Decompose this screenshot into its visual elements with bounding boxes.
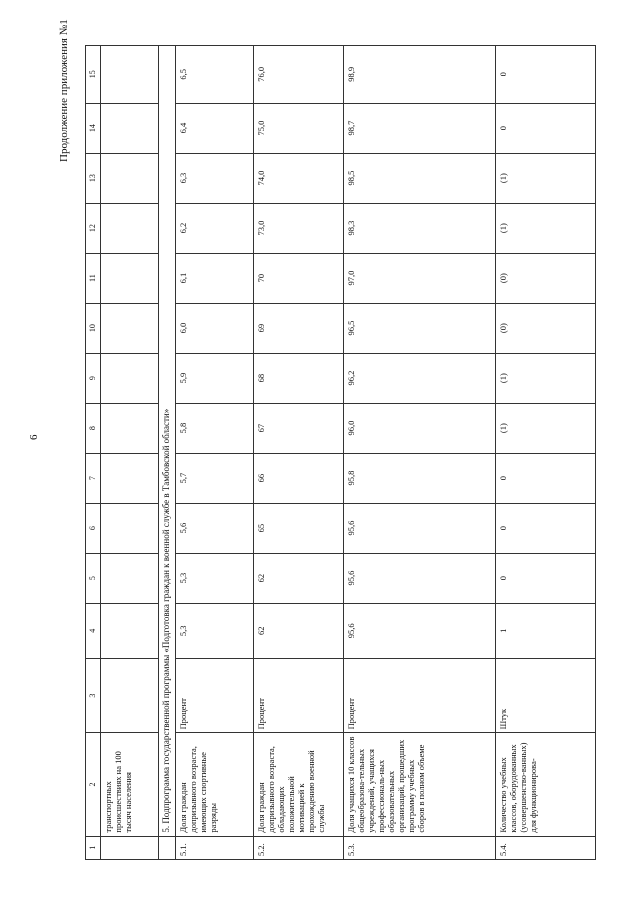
column-number: 3 — [86, 658, 101, 732]
value-cell: 5,9 — [176, 353, 254, 403]
value-cell: 0 — [496, 553, 596, 603]
value-cell: (0) — [496, 303, 596, 353]
value-cell: 0 — [496, 503, 596, 553]
value-cell: 5,7 — [176, 453, 254, 503]
column-number: 15 — [86, 46, 101, 104]
row-number: 5.1. — [176, 836, 254, 859]
value-cell — [101, 253, 159, 303]
value-cell: 69 — [254, 303, 344, 353]
value-cell: 5,6 — [176, 503, 254, 553]
value-cell: 5,3 — [176, 553, 254, 603]
value-cell: 6,1 — [176, 253, 254, 303]
value-cell — [101, 46, 159, 104]
column-number: 6 — [86, 503, 101, 553]
value-cell: 6,2 — [176, 203, 254, 253]
value-cell — [101, 153, 159, 203]
value-cell: 67 — [254, 403, 344, 453]
indicator-text: транспортных происшествиях на 100 тысяч населения — [101, 733, 159, 836]
value-cell: 6,4 — [176, 103, 254, 153]
unit: Процент — [344, 658, 496, 732]
section-row — [159, 46, 176, 860]
value-cell — [101, 103, 159, 153]
value-cell: 98,9 — [344, 46, 496, 104]
value-cell: 98,5 — [344, 153, 496, 203]
value-cell: 95,6 — [344, 503, 496, 553]
indicator-text: Доля граждан допризывного возраста, обладающих положительной мотивацией к прохождению военной службы — [254, 733, 344, 836]
value-cell: 5,3 — [176, 603, 254, 658]
value-cell — [101, 553, 159, 603]
section-title: 5. Подпрограмма государственной программы «Подготовка граждан к военной службе в Тамбовской области» — [159, 46, 176, 837]
continuation-row — [101, 46, 159, 860]
value-cell: 0 — [496, 453, 596, 503]
value-cell: 1 — [496, 603, 596, 658]
table-row — [496, 46, 596, 860]
value-cell — [101, 403, 159, 453]
value-cell — [101, 603, 159, 658]
table-row — [254, 46, 344, 860]
value-cell — [101, 503, 159, 553]
column-number: 8 — [86, 403, 101, 453]
column-number: 1 — [86, 836, 101, 859]
indicator-table — [85, 45, 596, 860]
value-cell: 0 — [496, 46, 596, 104]
column-number: 13 — [86, 153, 101, 203]
column-number: 2 — [86, 733, 101, 836]
row-number: 5.4. — [496, 836, 596, 859]
table-row — [344, 46, 496, 860]
value-cell: 95,6 — [344, 553, 496, 603]
value-cell: 96,2 — [344, 353, 496, 403]
value-cell — [101, 303, 159, 353]
value-cell — [101, 453, 159, 503]
value-cell: 5,8 — [176, 403, 254, 453]
value-cell: 68 — [254, 353, 344, 403]
value-cell: 96,0 — [344, 403, 496, 453]
value-cell: (0) — [496, 253, 596, 303]
unit: Процент — [254, 658, 344, 732]
value-cell: 66 — [254, 453, 344, 503]
value-cell — [101, 353, 159, 403]
indicator-text: Доля граждан допризывного возраста, имеющих спортивные разряды — [176, 733, 254, 836]
value-cell: 6,3 — [176, 153, 254, 203]
value-cell: 62 — [254, 553, 344, 603]
value-cell: 62 — [254, 603, 344, 658]
value-cell: 96,5 — [344, 303, 496, 353]
row-number — [101, 836, 159, 859]
value-cell: 70 — [254, 253, 344, 303]
table-row — [176, 46, 254, 860]
page-number: 6 — [28, 434, 40, 440]
indicator-table-rotated — [85, 45, 620, 860]
value-cell: 0 — [496, 103, 596, 153]
value-cell: 98,7 — [344, 103, 496, 153]
unit: Штук — [496, 658, 596, 732]
appendix-heading: Продолжение приложения №1 — [58, 19, 70, 162]
row-number: 5.2. — [254, 836, 344, 859]
value-cell: 6,5 — [176, 46, 254, 104]
row-number: 5.3. — [344, 836, 496, 859]
value-cell: 73,0 — [254, 203, 344, 253]
value-cell: 6,0 — [176, 303, 254, 353]
value-cell: (1) — [496, 353, 596, 403]
column-number-row — [86, 46, 101, 860]
column-number: 5 — [86, 553, 101, 603]
value-cell: 98,3 — [344, 203, 496, 253]
column-number: 11 — [86, 253, 101, 303]
value-cell: (1) — [496, 403, 596, 453]
column-number: 12 — [86, 203, 101, 253]
unit — [101, 658, 159, 732]
column-number: 9 — [86, 353, 101, 403]
section-spacer — [159, 836, 176, 859]
column-number: 10 — [86, 303, 101, 353]
value-cell: 65 — [254, 503, 344, 553]
column-number: 7 — [86, 453, 101, 503]
column-number: 4 — [86, 603, 101, 658]
value-cell: 95,6 — [344, 603, 496, 658]
value-cell: 75,0 — [254, 103, 344, 153]
indicator-text: Количество учебных классов, оборудованных (усовершенство-ванных) для функционирова- — [496, 733, 596, 836]
indicator-text: Доля учащихся 10 классов общеобразова-тельных учреждений, учащихся профессиональ-ных образовательных организаций, прошедших программу учебных сборов в полном объеме — [344, 733, 496, 836]
unit: Процент — [176, 658, 254, 732]
value-cell: 97,0 — [344, 253, 496, 303]
column-number: 14 — [86, 103, 101, 153]
value-cell: 76,0 — [254, 46, 344, 104]
value-cell: 74,0 — [254, 153, 344, 203]
value-cell — [101, 203, 159, 253]
value-cell: 95,8 — [344, 453, 496, 503]
value-cell: (1) — [496, 153, 596, 203]
value-cell: (1) — [496, 203, 596, 253]
